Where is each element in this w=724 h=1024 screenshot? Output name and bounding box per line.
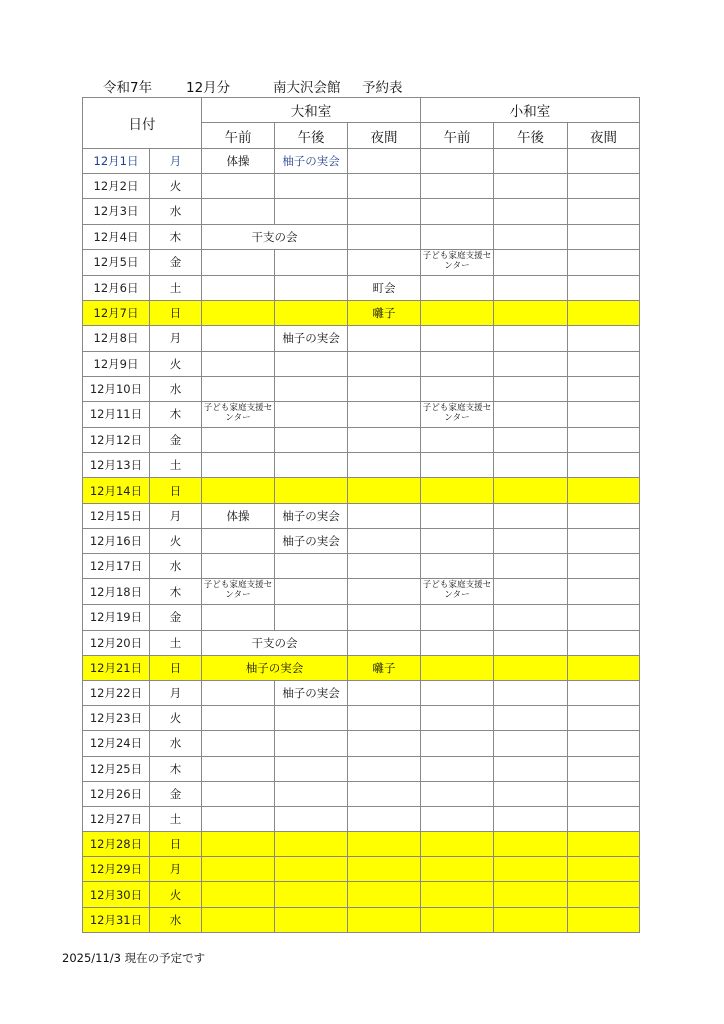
date-cell: 12月26日 bbox=[83, 781, 150, 806]
period-header: 午後 bbox=[275, 123, 348, 149]
date-cell: 12月17日 bbox=[83, 554, 150, 579]
large-room-cell bbox=[348, 428, 421, 453]
day-row bbox=[83, 756, 640, 781]
large-room-cell bbox=[275, 554, 348, 579]
large-room-cell bbox=[202, 275, 275, 300]
small-room-cell bbox=[494, 857, 568, 882]
title-table: 予約表 bbox=[362, 80, 403, 96]
period-header: 夜間 bbox=[348, 123, 421, 149]
day-row bbox=[83, 376, 640, 401]
large-room-cell bbox=[348, 503, 421, 528]
date-cell: 12月13日 bbox=[83, 453, 150, 478]
day-row bbox=[83, 706, 640, 731]
weekday-cell: 火 bbox=[150, 351, 202, 376]
weekday-cell: 木 bbox=[150, 579, 202, 605]
small-room-cell bbox=[494, 756, 568, 781]
date-cell: 12月30日 bbox=[83, 882, 150, 907]
date-cell: 12月28日 bbox=[83, 832, 150, 857]
large-room-cell: 柚子の実会 bbox=[275, 149, 348, 174]
day-row bbox=[83, 806, 640, 831]
title-era: 令和7年 bbox=[103, 80, 153, 96]
large-room-cell bbox=[202, 478, 275, 503]
small-room-cell bbox=[494, 478, 568, 503]
small-room-cell bbox=[568, 275, 640, 300]
date-cell: 12月11日 bbox=[83, 401, 150, 427]
small-room-cell bbox=[494, 326, 568, 351]
period-header: 夜間 bbox=[568, 123, 640, 149]
small-room-cell bbox=[568, 857, 640, 882]
large-room-cell bbox=[348, 806, 421, 831]
date-cell: 12月31日 bbox=[83, 907, 150, 932]
day-row bbox=[83, 401, 640, 427]
small-room-cell bbox=[494, 149, 568, 174]
large-room-merged-cell: 干支の会 bbox=[202, 630, 348, 655]
document-title bbox=[0, 76, 724, 96]
large-room-cell bbox=[348, 174, 421, 199]
period-header: 午後 bbox=[494, 123, 568, 149]
date-cell: 12月27日 bbox=[83, 806, 150, 831]
large-room-cell bbox=[348, 781, 421, 806]
weekday-cell: 火 bbox=[150, 706, 202, 731]
small-room-cell: 子ども家庭支援センター bbox=[421, 401, 494, 427]
date-cell: 12月29日 bbox=[83, 857, 150, 882]
date-cell: 12月2日 bbox=[83, 174, 150, 199]
small-room-cell bbox=[421, 453, 494, 478]
large-room-cell bbox=[275, 453, 348, 478]
large-room-cell bbox=[348, 528, 421, 553]
small-room-cell bbox=[421, 174, 494, 199]
large-room-cell: 囃子 bbox=[348, 301, 421, 326]
weekday-cell: 火 bbox=[150, 174, 202, 199]
date-cell: 12月16日 bbox=[83, 528, 150, 553]
large-room-cell: 柚子の実会 bbox=[275, 528, 348, 553]
small-room-cell bbox=[568, 680, 640, 705]
large-room-cell bbox=[202, 174, 275, 199]
day-row bbox=[83, 832, 640, 857]
day-row bbox=[83, 528, 640, 553]
large-room-cell bbox=[202, 857, 275, 882]
day-row bbox=[83, 882, 640, 907]
small-room-cell bbox=[568, 806, 640, 831]
small-room-cell bbox=[421, 630, 494, 655]
large-room-cell bbox=[348, 401, 421, 427]
day-row bbox=[83, 149, 640, 174]
small-room-cell bbox=[421, 503, 494, 528]
large-room-cell bbox=[348, 376, 421, 401]
date-cell: 12月9日 bbox=[83, 351, 150, 376]
weekday-cell: 水 bbox=[150, 199, 202, 224]
small-room-cell bbox=[568, 503, 640, 528]
small-room-cell bbox=[494, 605, 568, 630]
day-row bbox=[83, 655, 640, 680]
weekday-cell: 水 bbox=[150, 376, 202, 401]
small-room-cell bbox=[568, 554, 640, 579]
day-row bbox=[83, 630, 640, 655]
small-room-cell bbox=[421, 706, 494, 731]
large-room-cell: 体操 bbox=[202, 149, 275, 174]
small-room-cell bbox=[421, 857, 494, 882]
large-room-cell bbox=[202, 326, 275, 351]
day-row bbox=[83, 199, 640, 224]
day-row bbox=[83, 503, 640, 528]
weekday-cell: 火 bbox=[150, 882, 202, 907]
large-room-cell bbox=[275, 301, 348, 326]
large-room-cell bbox=[348, 249, 421, 275]
small-room-cell bbox=[494, 453, 568, 478]
large-room-cell bbox=[275, 907, 348, 932]
small-room-cell bbox=[494, 832, 568, 857]
large-room-cell bbox=[348, 857, 421, 882]
weekday-cell: 火 bbox=[150, 528, 202, 553]
weekday-cell: 月 bbox=[150, 857, 202, 882]
weekday-cell: 金 bbox=[150, 781, 202, 806]
small-room-cell bbox=[494, 907, 568, 932]
small-room-cell bbox=[494, 401, 568, 427]
large-room-cell bbox=[202, 249, 275, 275]
date-cell: 12月18日 bbox=[83, 579, 150, 605]
large-room-cell bbox=[348, 579, 421, 605]
small-room-cell bbox=[494, 174, 568, 199]
large-room-cell bbox=[275, 174, 348, 199]
large-room-cell bbox=[202, 376, 275, 401]
large-room-cell bbox=[348, 731, 421, 756]
large-room-cell bbox=[275, 857, 348, 882]
large-room-cell: 子ども家庭支援センター bbox=[202, 579, 275, 605]
small-room-cell bbox=[421, 882, 494, 907]
small-room-cell bbox=[421, 756, 494, 781]
large-room-cell bbox=[348, 605, 421, 630]
large-room-cell bbox=[348, 478, 421, 503]
large-room-cell bbox=[275, 605, 348, 630]
large-room-cell: 柚子の実会 bbox=[275, 326, 348, 351]
small-room-cell bbox=[568, 528, 640, 553]
small-room-cell bbox=[568, 832, 640, 857]
large-room-cell bbox=[348, 882, 421, 907]
large-room-cell bbox=[202, 199, 275, 224]
schedule-body bbox=[83, 149, 640, 933]
small-room-cell bbox=[568, 249, 640, 275]
weekday-cell: 土 bbox=[150, 630, 202, 655]
large-room-cell bbox=[275, 401, 348, 427]
large-room-cell bbox=[275, 832, 348, 857]
day-row bbox=[83, 275, 640, 300]
large-room-cell bbox=[348, 199, 421, 224]
day-row bbox=[83, 174, 640, 199]
weekday-cell: 月 bbox=[150, 503, 202, 528]
small-room-cell bbox=[494, 249, 568, 275]
day-row bbox=[83, 351, 640, 376]
day-row bbox=[83, 224, 640, 249]
small-room-cell bbox=[494, 428, 568, 453]
small-room-cell bbox=[421, 224, 494, 249]
small-room-cell bbox=[421, 478, 494, 503]
title-hall: 南大沢会館 bbox=[273, 80, 341, 96]
small-room-cell bbox=[494, 680, 568, 705]
small-room-cell bbox=[421, 376, 494, 401]
room-large-header: 大和室 bbox=[202, 98, 421, 123]
date-cell: 12月10日 bbox=[83, 376, 150, 401]
date-cell: 12月19日 bbox=[83, 605, 150, 630]
small-room-cell bbox=[494, 882, 568, 907]
large-room-cell bbox=[348, 326, 421, 351]
weekday-cell: 土 bbox=[150, 806, 202, 831]
small-room-cell bbox=[568, 882, 640, 907]
large-room-cell bbox=[275, 275, 348, 300]
small-room-cell bbox=[494, 806, 568, 831]
day-row bbox=[83, 554, 640, 579]
large-room-cell bbox=[202, 731, 275, 756]
small-room-cell bbox=[568, 630, 640, 655]
small-room-cell bbox=[494, 301, 568, 326]
large-room-cell bbox=[275, 706, 348, 731]
large-room-cell bbox=[202, 605, 275, 630]
large-room-cell bbox=[202, 301, 275, 326]
small-room-cell bbox=[421, 554, 494, 579]
large-room-cell bbox=[275, 882, 348, 907]
small-room-cell bbox=[568, 706, 640, 731]
large-room-cell bbox=[348, 224, 421, 249]
date-cell: 12月22日 bbox=[83, 680, 150, 705]
date-cell: 12月15日 bbox=[83, 503, 150, 528]
large-room-cell bbox=[275, 806, 348, 831]
weekday-cell: 金 bbox=[150, 605, 202, 630]
small-room-cell bbox=[494, 781, 568, 806]
weekday-cell: 日 bbox=[150, 655, 202, 680]
large-room-cell bbox=[348, 554, 421, 579]
small-room-cell bbox=[421, 655, 494, 680]
large-room-cell bbox=[348, 907, 421, 932]
period-header: 午前 bbox=[202, 123, 275, 149]
weekday-cell: 金 bbox=[150, 428, 202, 453]
weekday-cell: 月 bbox=[150, 149, 202, 174]
date-cell: 12月24日 bbox=[83, 731, 150, 756]
date-cell: 12月25日 bbox=[83, 756, 150, 781]
small-room-cell bbox=[494, 199, 568, 224]
large-room-cell bbox=[202, 806, 275, 831]
weekday-cell: 水 bbox=[150, 907, 202, 932]
small-room-cell bbox=[568, 781, 640, 806]
small-room-cell bbox=[494, 528, 568, 553]
weekday-cell: 土 bbox=[150, 275, 202, 300]
date-cell: 12月3日 bbox=[83, 199, 150, 224]
small-room-cell bbox=[421, 326, 494, 351]
small-room-cell bbox=[568, 149, 640, 174]
weekday-cell: 水 bbox=[150, 554, 202, 579]
weekday-cell: 水 bbox=[150, 731, 202, 756]
day-row bbox=[83, 781, 640, 806]
large-room-cell bbox=[348, 351, 421, 376]
weekday-cell: 月 bbox=[150, 326, 202, 351]
large-room-cell bbox=[275, 756, 348, 781]
small-room-cell bbox=[494, 275, 568, 300]
weekday-cell: 月 bbox=[150, 680, 202, 705]
day-row bbox=[83, 605, 640, 630]
small-room-cell bbox=[494, 579, 568, 605]
large-room-cell bbox=[202, 453, 275, 478]
small-room-cell bbox=[568, 453, 640, 478]
small-room-cell bbox=[421, 275, 494, 300]
day-row bbox=[83, 680, 640, 705]
day-row bbox=[83, 326, 640, 351]
small-room-cell bbox=[421, 832, 494, 857]
large-room-cell bbox=[275, 579, 348, 605]
large-room-cell: 子ども家庭支援センター bbox=[202, 401, 275, 427]
small-room-cell bbox=[568, 376, 640, 401]
small-room-cell bbox=[494, 630, 568, 655]
day-row bbox=[83, 731, 640, 756]
large-room-cell bbox=[202, 351, 275, 376]
day-row bbox=[83, 478, 640, 503]
small-room-cell bbox=[421, 605, 494, 630]
small-room-cell bbox=[568, 199, 640, 224]
small-room-cell bbox=[494, 731, 568, 756]
small-room-cell bbox=[421, 301, 494, 326]
day-row bbox=[83, 857, 640, 882]
date-header: 日付 bbox=[83, 98, 202, 149]
large-room-cell bbox=[348, 680, 421, 705]
small-room-cell bbox=[568, 478, 640, 503]
large-room-cell: 囃子 bbox=[348, 655, 421, 680]
small-room-cell bbox=[494, 503, 568, 528]
date-cell: 12月20日 bbox=[83, 630, 150, 655]
large-room-cell bbox=[202, 528, 275, 553]
large-room-cell bbox=[202, 882, 275, 907]
weekday-cell: 土 bbox=[150, 453, 202, 478]
large-room-cell bbox=[348, 149, 421, 174]
date-cell: 12月21日 bbox=[83, 655, 150, 680]
large-room-cell bbox=[202, 428, 275, 453]
date-cell: 12月1日 bbox=[83, 149, 150, 174]
date-cell: 12月12日 bbox=[83, 428, 150, 453]
large-room-cell: 柚子の実会 bbox=[275, 680, 348, 705]
small-room-cell bbox=[494, 554, 568, 579]
small-room-cell bbox=[421, 907, 494, 932]
small-room-cell bbox=[421, 781, 494, 806]
large-room-cell bbox=[275, 478, 348, 503]
date-cell: 12月14日 bbox=[83, 478, 150, 503]
large-room-cell bbox=[202, 554, 275, 579]
day-row bbox=[83, 579, 640, 605]
large-room-cell bbox=[275, 351, 348, 376]
small-room-cell bbox=[494, 224, 568, 249]
small-room-cell bbox=[568, 428, 640, 453]
small-room-cell bbox=[568, 731, 640, 756]
date-cell: 12月8日 bbox=[83, 326, 150, 351]
room-small-header: 小和室 bbox=[421, 98, 640, 123]
date-cell: 12月4日 bbox=[83, 224, 150, 249]
reservation-table bbox=[82, 97, 640, 933]
large-room-cell bbox=[275, 376, 348, 401]
large-room-cell bbox=[348, 630, 421, 655]
small-room-cell bbox=[421, 680, 494, 705]
date-cell: 12月6日 bbox=[83, 275, 150, 300]
weekday-cell: 木 bbox=[150, 401, 202, 427]
small-room-cell: 子ども家庭支援センター bbox=[421, 579, 494, 605]
small-room-cell bbox=[421, 806, 494, 831]
large-room-merged-cell: 柚子の実会 bbox=[202, 655, 348, 680]
large-room-cell bbox=[348, 832, 421, 857]
large-room-cell bbox=[202, 907, 275, 932]
small-room-cell bbox=[568, 351, 640, 376]
day-row bbox=[83, 453, 640, 478]
large-room-cell bbox=[348, 706, 421, 731]
large-room-cell bbox=[348, 453, 421, 478]
small-room-cell bbox=[494, 706, 568, 731]
small-room-cell bbox=[494, 655, 568, 680]
small-room-cell bbox=[421, 149, 494, 174]
small-room-cell bbox=[421, 731, 494, 756]
small-room-cell bbox=[421, 351, 494, 376]
small-room-cell bbox=[568, 655, 640, 680]
small-room-cell bbox=[494, 351, 568, 376]
small-room-cell bbox=[421, 528, 494, 553]
small-room-cell bbox=[494, 376, 568, 401]
small-room-cell bbox=[568, 401, 640, 427]
date-cell: 12月5日 bbox=[83, 249, 150, 275]
weekday-cell: 日 bbox=[150, 478, 202, 503]
large-room-cell: 体操 bbox=[202, 503, 275, 528]
small-room-cell bbox=[568, 579, 640, 605]
day-row bbox=[83, 249, 640, 275]
small-room-cell bbox=[568, 907, 640, 932]
large-room-cell bbox=[202, 706, 275, 731]
day-row bbox=[83, 301, 640, 326]
large-room-cell bbox=[275, 731, 348, 756]
large-room-cell bbox=[202, 832, 275, 857]
small-room-cell bbox=[421, 199, 494, 224]
large-room-cell bbox=[348, 756, 421, 781]
day-row bbox=[83, 428, 640, 453]
date-cell: 12月23日 bbox=[83, 706, 150, 731]
large-room-cell bbox=[202, 781, 275, 806]
small-room-cell: 子ども家庭支援センター bbox=[421, 249, 494, 275]
small-room-cell bbox=[421, 428, 494, 453]
large-room-cell bbox=[275, 781, 348, 806]
small-room-cell bbox=[568, 174, 640, 199]
large-room-cell bbox=[202, 680, 275, 705]
date-cell: 12月7日 bbox=[83, 301, 150, 326]
large-room-cell: 柚子の実会 bbox=[275, 503, 348, 528]
title-month: 12月分 bbox=[186, 80, 231, 96]
period-header: 午前 bbox=[421, 123, 494, 149]
large-room-cell bbox=[275, 249, 348, 275]
large-room-cell: 町会 bbox=[348, 275, 421, 300]
weekday-cell: 日 bbox=[150, 301, 202, 326]
large-room-merged-cell: 干支の会 bbox=[202, 224, 348, 249]
large-room-cell bbox=[275, 199, 348, 224]
footer-note: 2025/11/3 現在の予定です bbox=[62, 951, 206, 965]
small-room-cell bbox=[568, 756, 640, 781]
weekday-cell: 金 bbox=[150, 249, 202, 275]
day-row bbox=[83, 907, 640, 932]
small-room-cell bbox=[568, 605, 640, 630]
large-room-cell bbox=[202, 756, 275, 781]
small-room-cell bbox=[568, 301, 640, 326]
weekday-cell: 木 bbox=[150, 224, 202, 249]
small-room-cell bbox=[568, 224, 640, 249]
weekday-cell: 日 bbox=[150, 832, 202, 857]
small-room-cell bbox=[568, 326, 640, 351]
weekday-cell: 木 bbox=[150, 756, 202, 781]
large-room-cell bbox=[275, 428, 348, 453]
